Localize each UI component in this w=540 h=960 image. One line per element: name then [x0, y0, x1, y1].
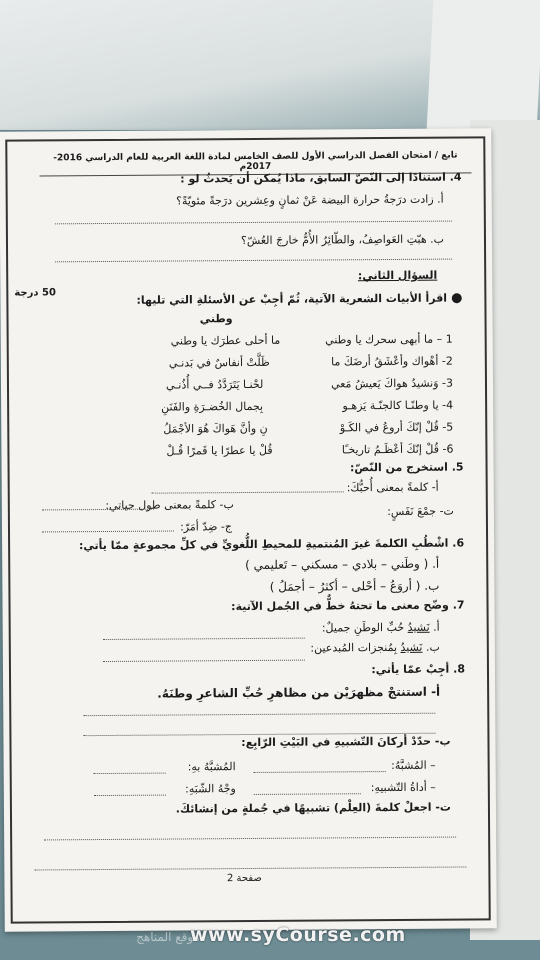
answer-line	[94, 795, 166, 797]
exam-header: تابع / امتحان الفصل الدراسي الأول للصف الخامس لمادة اللغة العربية للعام الدراسي 2016- 2017م	[39, 150, 471, 176]
answer-line	[34, 866, 466, 870]
q7-b-prefix: ب.	[422, 640, 440, 654]
answer-line	[55, 259, 452, 263]
poem-line-3-left: لحْنـا يَتَرَدَّدُ فــي أُذُنـي	[165, 377, 264, 392]
q8-b: ب- حدّدْ أركانَ التّشبيهِ في البَيْتِ الرّابِع:	[241, 734, 451, 750]
poem-title: وطني	[199, 312, 233, 326]
answer-line	[55, 221, 452, 225]
section2-instruction	[136, 290, 462, 307]
answer-line	[152, 491, 344, 493]
poem-line-5-left: نِ وأنَّ هَواكَ هُوَ الأجْمَلُ	[163, 421, 268, 436]
answer-line	[103, 638, 305, 640]
page-content	[0, 128, 497, 931]
section2-title: السؤال الثاني:	[357, 268, 438, 283]
q8-title: 8. أجِبْ عمّا يأتي:	[371, 662, 466, 677]
background-paper-corner	[427, 0, 540, 130]
q5-b: ب- كلمةً بمعنى طول حياتي:	[105, 498, 234, 512]
q6-title: 6. اشْطُبِ الكلمةَ غيرَ المُنتميةِ للمحيطِ اللُّغويِّ في كلِّ مجموعةٍ ممّا يأتي:	[78, 536, 465, 553]
q5-c: ت- جمْعَ نَفَسٍ:	[387, 504, 454, 519]
poem-line-6-right: 6- قُلْ إنّكَ أعْظَـمُ تاريخـًا	[341, 442, 454, 457]
exam-page	[0, 128, 497, 931]
poem-line-4-right: 4- يا وطنًـا كالجنّـة يَزهـو	[342, 398, 454, 413]
q4-b: ب. هبّتِ العَواصِفُ، والطّائِرُ الأُمُّ خارجَ العُشّ؟	[240, 232, 445, 248]
q7-a-prefix: أ.	[429, 620, 440, 634]
q7-b-rest: بِمُنجزات المُبدعين:	[310, 640, 401, 655]
q8-b4: وجْهُ الشّبَهِ:	[185, 782, 236, 796]
q5-d: ج- ضِدّ أمَرّ:	[180, 520, 233, 534]
q8-b3: – أداةُ التّشبيهِ:	[370, 780, 436, 795]
q4-a: أ. زادت درَجةُ حرارة البيضة عَنْ ثمانٍ وعِشرين درَجةً مئويّةً؟	[176, 192, 444, 208]
watermark-url: www.syCourse.com	[190, 924, 406, 946]
q8-a: أ- استنتجْ مظهرَيْن من مظاهرِ حُبِّ الشاعرِ وطنَهُ.	[157, 684, 441, 701]
poem-line-4-left: بِجمال الخُضـرَةِ والفَنَنِ	[161, 399, 264, 414]
q8-b2: المُشبَّهُ بهِ:	[187, 760, 236, 774]
answer-line	[83, 713, 435, 716]
q7-a-rest: حُبِّ الوطَنِ جميلٌ:	[321, 620, 408, 635]
q6-a: أ. ( وطَني – بلادي – مسكني – تَعليمي )	[245, 556, 440, 573]
q7-b	[310, 641, 440, 655]
q7-b-underlined: نَشيدُ	[400, 640, 423, 654]
poem-line-3-right: 3- وَنشيدُ هواكَ يَعيشُ مَعي	[331, 376, 454, 391]
q8-b1: – المُشبَّهُ:	[391, 758, 436, 773]
page-number: صفحة 2	[226, 872, 262, 885]
q6-b: ب. ( أروَعُ – أحْلى – أكثرُ – أجمَلُ )	[269, 578, 440, 594]
q8-c: ت- اجعلْ كلمةَ (العِلْم) تشبيهًا في جُملةٍ من إنشائكَ.	[175, 800, 451, 816]
poem-line-1-right: 1 – ما أبهى سحرك يا وطني	[325, 332, 453, 347]
watermark-arabic: موقع المناهج	[136, 930, 200, 944]
section2-marks: 50 درجة	[14, 287, 56, 299]
poem-line-1-left: ما أحلى عطرَك يا وطني	[170, 333, 281, 348]
q4-title: 4. استنادًا إلى النّصّ السابق، ماذا يُمكن أن يَحدثُ لو :	[180, 170, 462, 186]
poem-line-6-left: قُلْ يا عطرًا يا قَمرًا قُـلْ	[166, 443, 273, 458]
bullet-icon: ●	[450, 290, 463, 306]
q5-a: أ- كلمةً بمعنى أُحبُّكَ:	[346, 480, 439, 495]
q7-a-underlined: نَشيدُ	[407, 620, 430, 634]
answer-line	[103, 660, 305, 662]
instruction-text: اقرأ الأبيات الشعرية الآتية، ثُمّ أجِبْ عن الأسئلةِ التي تليها:	[136, 291, 448, 307]
q7-title: 7. وضّح معنى ما تحتهُ خطٌّ في الجُمل الآتية:	[231, 598, 465, 614]
q5-title: 5. استخرج من النّصّ:	[349, 460, 464, 475]
q7-a	[322, 621, 440, 635]
answer-line	[254, 793, 361, 795]
answer-line	[254, 771, 386, 773]
answer-line	[94, 773, 166, 775]
answer-line	[44, 837, 456, 841]
poem-line-2-left: ظَلَّتْ أنفاسٌ في بَدنـي	[168, 355, 270, 370]
poem-line-2-right: 2- أهْواك وأعْشَقُ أرضَكَ ما	[331, 354, 453, 369]
poem-line-5-right: 5- قُلْ إنّكَ أروعُ في الكَـوْ	[339, 420, 454, 435]
answer-line	[42, 531, 174, 533]
